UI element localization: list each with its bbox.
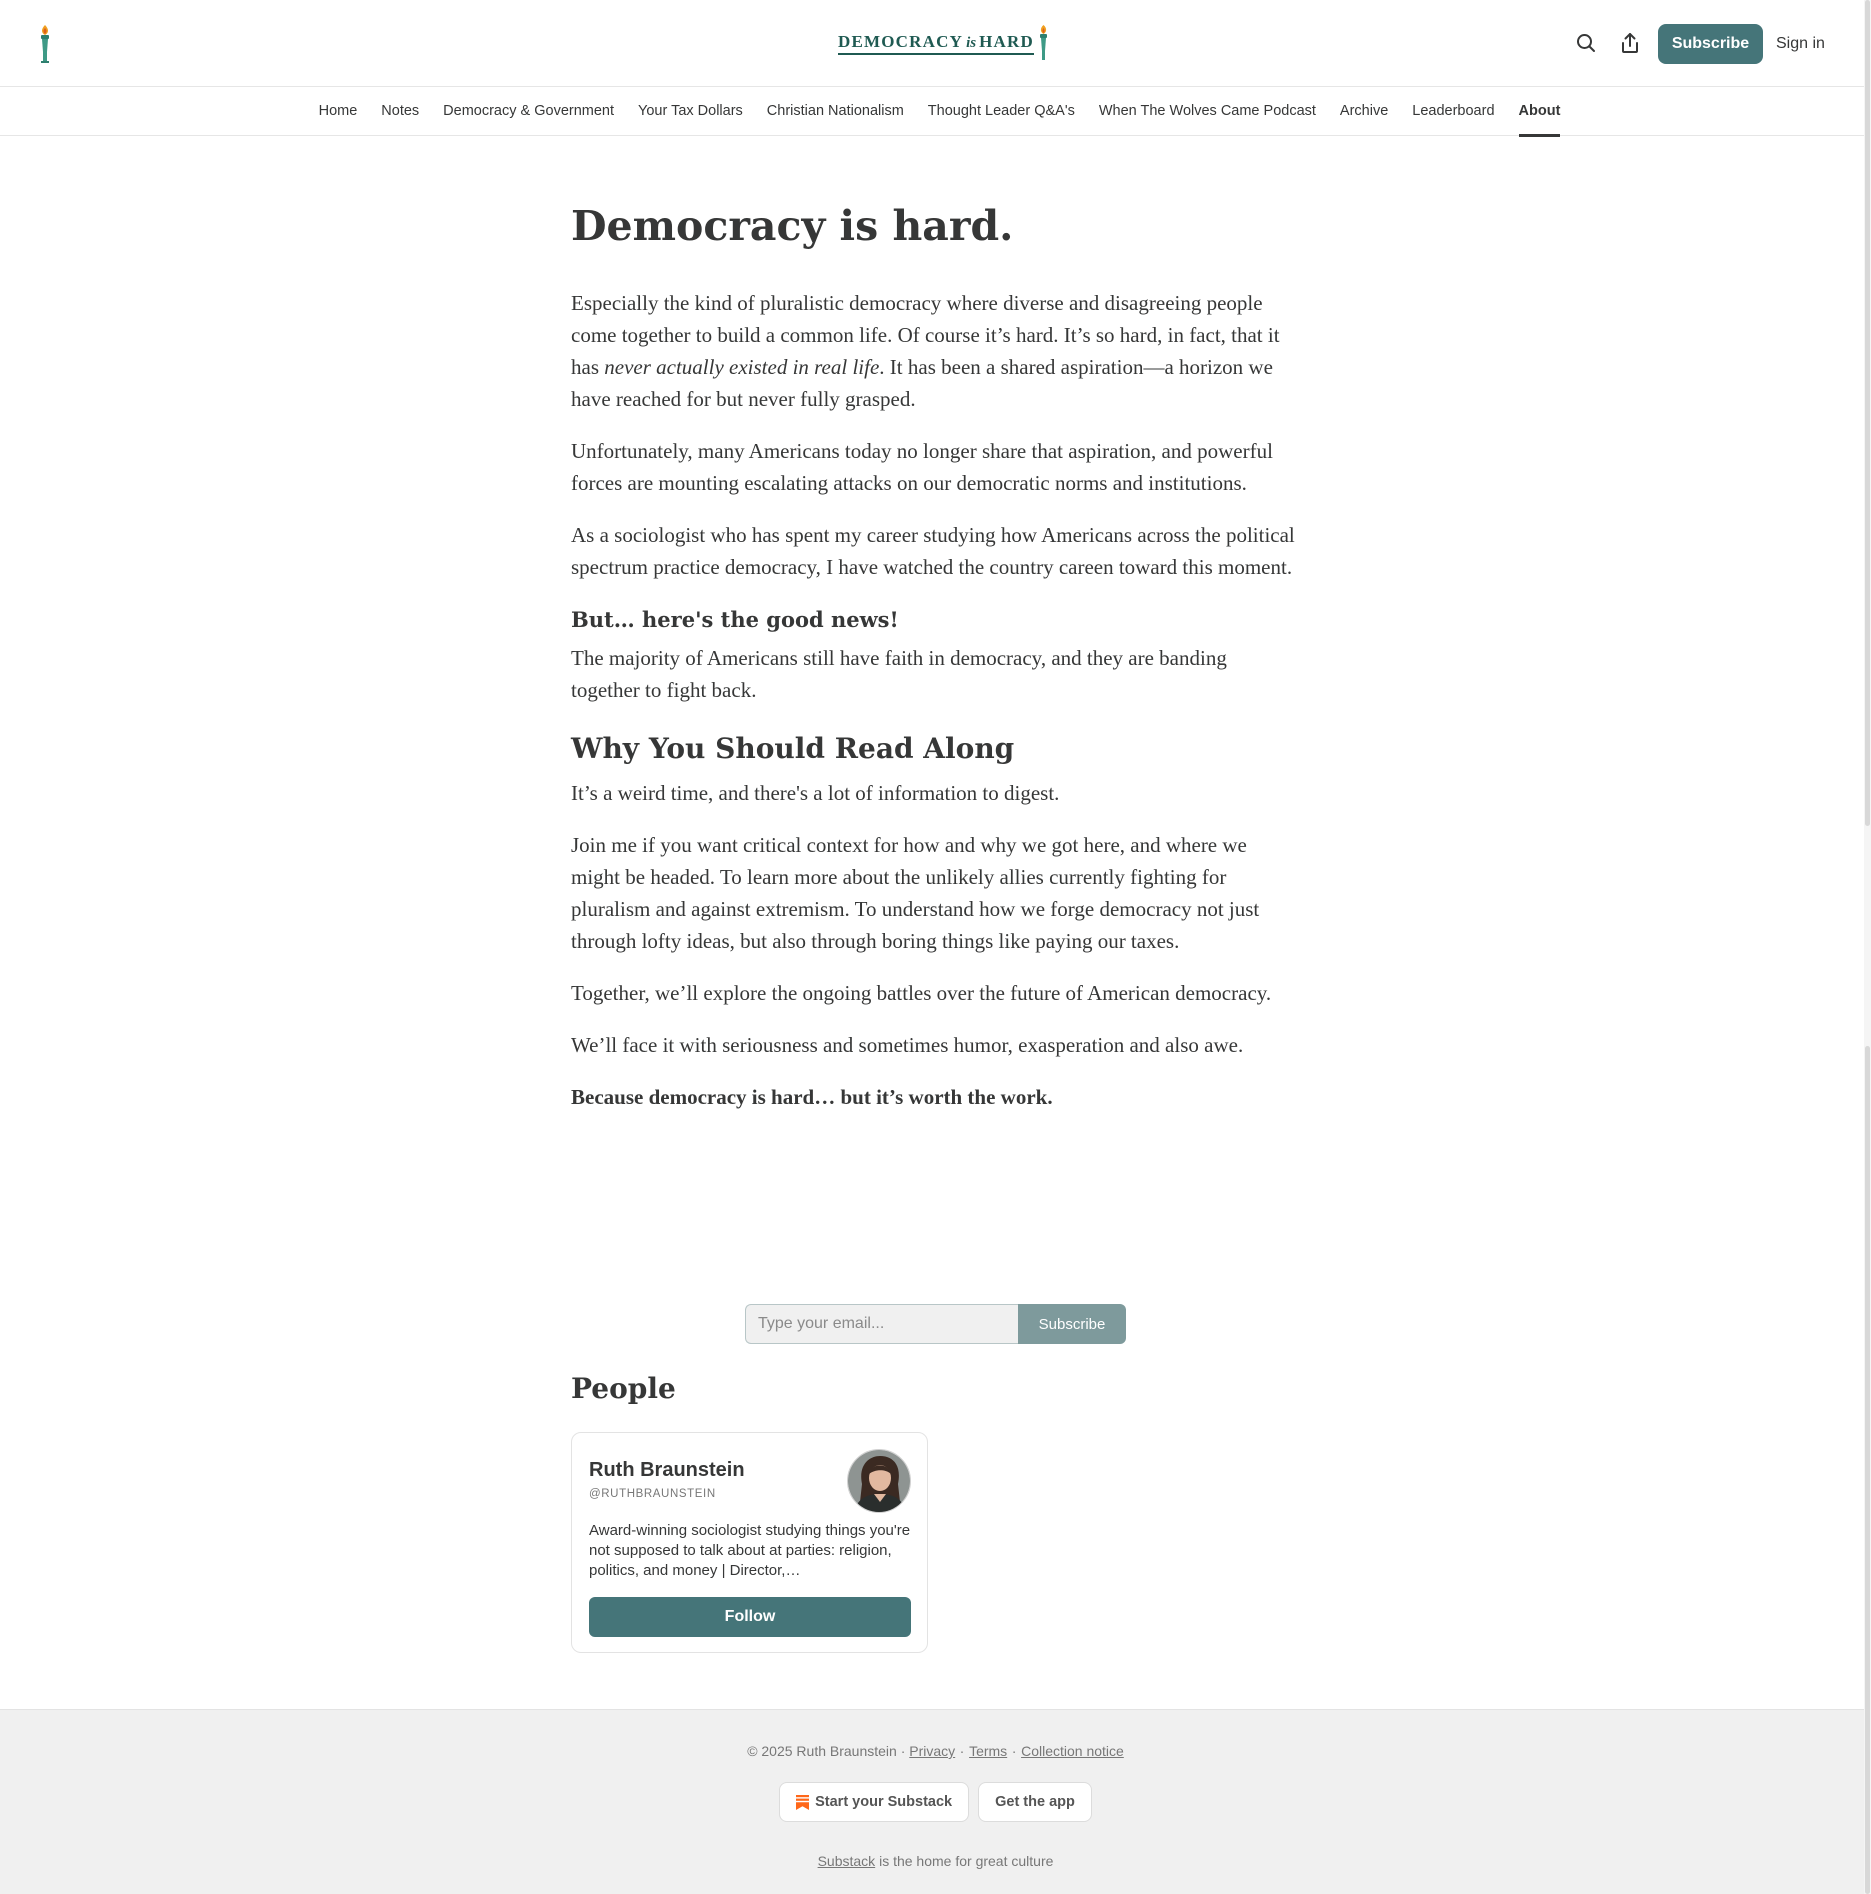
- email-subscribe-form: [745, 1304, 1126, 1344]
- follow-button[interactable]: Follow: [589, 1597, 911, 1637]
- top-header: [0, 0, 1871, 87]
- collection-notice-link[interactable]: Collection notice: [1021, 1743, 1124, 1759]
- nav-item-home[interactable]: Home: [318, 103, 358, 119]
- start-substack-label: Start your Substack: [815, 1794, 953, 1810]
- footer-legal: [0, 1743, 1871, 1759]
- author-handle: @RUTHBRAUNSTEIN: [589, 1488, 716, 1500]
- nav-item-archive[interactable]: Archive: [1339, 103, 1389, 119]
- separator: ∙: [1012, 1743, 1017, 1759]
- torch-logo-icon[interactable]: [36, 24, 54, 64]
- read-along-heading: Why You Should Read Along: [571, 732, 1015, 766]
- nav-item-thought-leader-q-a-s[interactable]: Thought Leader Q&A's: [927, 103, 1075, 119]
- share-icon[interactable]: [1617, 30, 1643, 56]
- nav-item-christian-nationalism[interactable]: Christian Nationalism: [766, 103, 904, 119]
- privacy-link[interactable]: Privacy: [909, 1743, 956, 1759]
- torch-icon: [1036, 24, 1051, 62]
- footer-buttons: [0, 1782, 1871, 1822]
- search-icon[interactable]: [1573, 30, 1599, 56]
- start-substack-button[interactable]: [779, 1782, 969, 1822]
- nav-item-your-tax-dollars[interactable]: Your Tax Dollars: [638, 103, 743, 119]
- author-card: [571, 1432, 928, 1653]
- substack-logo-icon: [796, 1795, 809, 1810]
- sign-in-link[interactable]: Sign in: [1776, 35, 1825, 52]
- section-nav: [0, 87, 1871, 136]
- paragraph-3: As a sociologist who has spent my career studying how Americans across the political spectrum practice democracy, I have watched the country careen toward this moment.: [571, 523, 1295, 580]
- get-app-button[interactable]: Get the app: [978, 1782, 1092, 1822]
- scrollbar-thumb[interactable]: [1865, 0, 1870, 826]
- page-title: Democracy is hard.: [571, 202, 1014, 250]
- scrollbar-thumb[interactable]: [1865, 1046, 1870, 1894]
- nav-item-democracy-government[interactable]: Democracy & Government: [443, 103, 615, 119]
- substack-tagline: [0, 1853, 1871, 1869]
- closing-line: Because democracy is hard… but it’s worth the work.: [571, 1085, 1053, 1110]
- paragraph-1: Especially the kind of pluralistic democracy where diverse and disagreeing people come together to build a common life. Of course it’s hard. It’s so hard, in fact, that it has never actually existed in real life. It has been a shared aspiration—a horizon we have reached for but never fully grasped.: [571, 291, 1280, 412]
- copyright-text: © 2025 Ruth Braunstein ·: [747, 1743, 906, 1759]
- good-news-heading: But… here's the good news!: [571, 607, 899, 633]
- brand-text: DEMOCRACY is HARD: [838, 32, 1034, 55]
- paragraph-8: We’ll face it with seriousness and sometimes humor, exasperation and also awe.: [571, 1033, 1244, 1058]
- paragraph-6: Join me if you want critical context for how and why we got here, and where we might be headed. To learn more about the unlikely allies currently fighting for pluralism and against extremism. To understand how we forge democracy not just through lofty ideas, but also through boring things like paying our taxes.: [571, 833, 1260, 954]
- nav-item-about[interactable]: About: [1507, 87, 1573, 136]
- author-bio: Award-winning sociologist studying things you're not supposed to talk about at parties: religion, politics, and money | Director,…: [589, 1522, 911, 1579]
- about-article: [571, 136, 1299, 1113]
- paragraph-7: Together, we’ll explore the ongoing battles over the future of American democracy.: [571, 981, 1272, 1006]
- nav-item-notes[interactable]: Notes: [381, 103, 420, 119]
- paragraph-2: Unfortunately, many Americans today no longer share that aspiration, and powerful forces are mounting escalating attacks on our democratic norms and institutions.: [571, 439, 1273, 496]
- nav-item-when-the-wolves-came-podcast[interactable]: When The Wolves Came Podcast: [1098, 103, 1316, 119]
- people-heading: People: [571, 1372, 676, 1405]
- paragraph-4: The majority of Americans still have faith in democracy, and they are banding together to fight back.: [571, 646, 1227, 703]
- substack-link[interactable]: Substack: [817, 1853, 876, 1869]
- email-input[interactable]: [745, 1304, 1018, 1344]
- terms-link[interactable]: Terms: [969, 1743, 1008, 1759]
- author-name[interactable]: Ruth Braunstein: [589, 1459, 745, 1481]
- footer: [0, 1709, 1871, 1894]
- tagline-text: is the home for great culture: [875, 1853, 1054, 1869]
- nav-items: [307, 87, 1573, 136]
- avatar[interactable]: [847, 1449, 911, 1513]
- paragraph-5: It’s a weird time, and there's a lot of information to digest.: [571, 781, 1060, 806]
- email-subscribe-button[interactable]: Subscribe: [1018, 1304, 1126, 1344]
- subscribe-button[interactable]: Subscribe: [1658, 24, 1763, 64]
- separator: ∙: [960, 1743, 965, 1759]
- brand-wordmark[interactable]: [838, 24, 1051, 62]
- nav-item-leaderboard[interactable]: Leaderboard: [1412, 103, 1495, 119]
- scrollbar[interactable]: [1864, 0, 1871, 1894]
